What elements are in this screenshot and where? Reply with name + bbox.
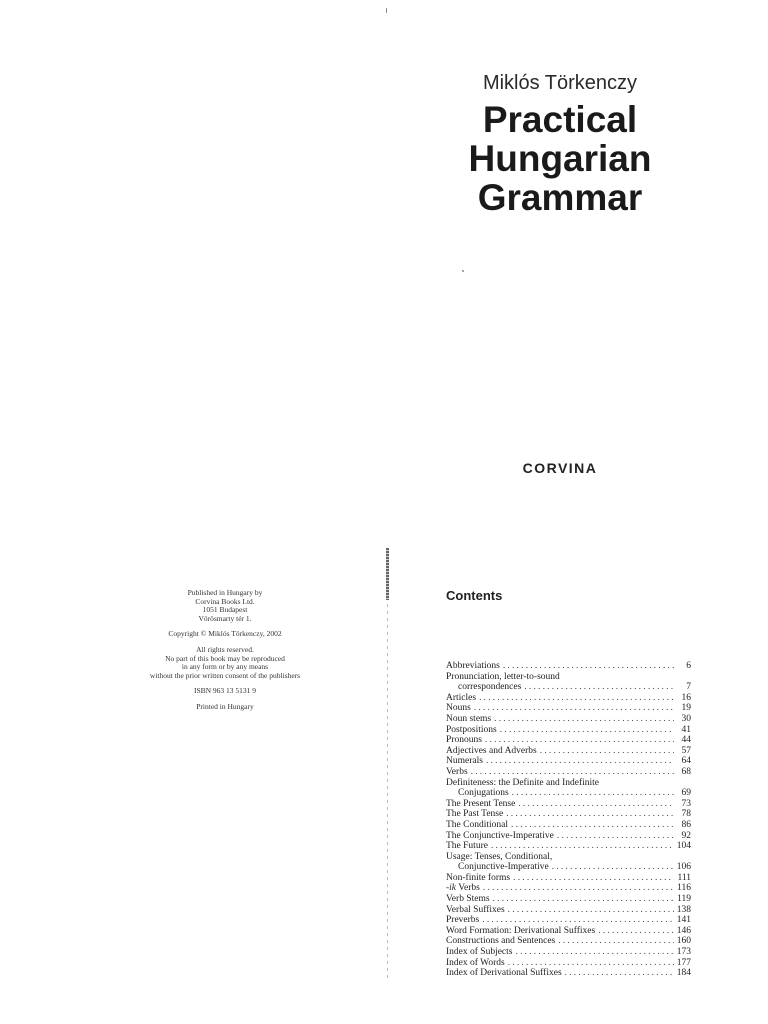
toc-entry-title: Noun stems — [446, 713, 492, 724]
table-of-contents — [446, 661, 691, 979]
toc-leader-dots — [524, 682, 674, 693]
imprint-line: Corvina Books Ltd. — [195, 596, 255, 606]
toc-entry — [446, 735, 691, 746]
toc-entry — [446, 831, 691, 842]
toc-leader-dots — [508, 905, 674, 916]
toc-entry-page: 30 — [681, 713, 691, 724]
imprint-line: 1051 Budapest — [202, 605, 248, 615]
toc-leader-dots — [512, 788, 674, 799]
imprint-line: without the prior written consent of the publishers — [149, 670, 301, 680]
imprint-line: All rights reserved. — [196, 644, 254, 654]
toc-entry-page: 119 — [677, 894, 691, 905]
toc-entry — [446, 809, 691, 820]
toc-entry — [446, 788, 691, 799]
toc-entry-title: Constructions and Sentences — [446, 936, 556, 947]
toc-leader-dots — [506, 809, 674, 820]
toc-entry — [446, 756, 691, 767]
toc-entry-title: The Past Tense — [446, 809, 504, 820]
toc-entry-title: Conjugations — [458, 788, 509, 799]
toc-entry — [446, 778, 691, 789]
scan-speck — [462, 270, 464, 272]
copyright-notice — [120, 630, 330, 639]
toc-entry-page: 116 — [677, 883, 691, 894]
toc-leader-dots — [483, 883, 674, 894]
toc-entry-title: Articles — [446, 692, 477, 703]
toc-entry-title: Verbs — [446, 766, 468, 777]
toc-entry-title: Verb Stems — [446, 894, 490, 905]
toc-entry — [446, 958, 691, 969]
page-fold — [387, 548, 388, 978]
book-title — [440, 100, 680, 217]
toc-entry-page: 69 — [681, 788, 691, 799]
toc-entry-title: Preverbs — [446, 915, 480, 926]
toc-entry — [446, 968, 691, 979]
toc-entry — [446, 862, 691, 873]
contents-heading: Contents — [446, 588, 503, 603]
toc-entry-page: 160 — [676, 936, 691, 947]
toc-leader-dots — [482, 915, 674, 926]
toc-entry — [446, 873, 691, 884]
toc-entry-page: 68 — [681, 766, 691, 777]
rights-notice — [120, 646, 330, 680]
toc-entry-title: Verbal Suffixes — [446, 904, 505, 915]
imprint-line: No part of this book may be reproduced — [165, 653, 285, 663]
toc-entry-title: Conjunctive-Imperative — [458, 862, 549, 873]
toc-entry-title: The Conjunctive-Imperative — [446, 830, 554, 841]
toc-leader-dots — [511, 820, 674, 831]
toc-entry-title: Definiteness: the Definite and Indefinite — [446, 777, 600, 788]
toc-leader-dots — [516, 947, 674, 958]
toc-leader-dots — [540, 746, 674, 757]
toc-leader-dots — [486, 756, 674, 767]
toc-entry-title: The Conditional — [446, 819, 509, 830]
imprint-line: Vörösmarty tér 1. — [198, 613, 252, 623]
toc-entry — [446, 672, 691, 683]
toc-entry — [446, 894, 691, 905]
imprint-line: Published in Hungary by — [187, 588, 263, 597]
toc-entry — [446, 883, 691, 894]
toc-entry — [446, 767, 691, 778]
page-fold-shadow — [386, 548, 389, 600]
toc-entry-page: 104 — [676, 841, 691, 852]
book-title-line: Grammar — [477, 177, 643, 218]
toc-leader-dots — [471, 767, 674, 778]
toc-leader-dots — [479, 693, 674, 704]
toc-entry-page: 111 — [677, 872, 691, 883]
toc-leader-dots — [518, 799, 674, 810]
toc-entry-page: 146 — [676, 925, 691, 936]
toc-entry-page: 92 — [681, 830, 691, 841]
toc-entry-page: 184 — [676, 968, 691, 979]
toc-entry — [446, 693, 691, 704]
toc-entry-page: 6 — [686, 661, 691, 671]
toc-entry — [446, 746, 691, 757]
toc-entry-page: 177 — [676, 957, 691, 968]
toc-leader-dots — [598, 926, 674, 937]
toc-leader-dots — [503, 661, 674, 672]
toc-entry — [446, 926, 691, 937]
toc-entry-title: Abbreviations — [446, 661, 500, 671]
imprint-line: in any form or by any means — [181, 662, 269, 672]
toc-entry — [446, 682, 691, 693]
toc-leader-dots — [485, 735, 674, 746]
toc-entry-title: Postpositions — [446, 724, 497, 735]
imprint-line: ISBN 963 13 5131 9 — [193, 686, 257, 696]
toc-entry-page: 44 — [681, 735, 691, 746]
toc-entry-title: Pronunciation, letter-to-sound — [446, 671, 560, 682]
toc-leader-dots — [552, 862, 674, 873]
toc-entry-page: 19 — [681, 703, 691, 714]
toc-entry-title: Non-finite forms — [446, 872, 511, 883]
printed-in — [120, 703, 330, 712]
toc-entry — [446, 947, 691, 958]
toc-entry — [446, 661, 691, 672]
toc-entry — [446, 852, 691, 863]
toc-entry-page: 16 — [681, 692, 691, 703]
toc-entry — [446, 799, 691, 810]
toc-entry-title: The Present Tense — [446, 798, 516, 809]
toc-leader-dots — [565, 968, 674, 979]
toc-leader-dots — [474, 703, 674, 714]
toc-leader-dots — [494, 714, 674, 725]
toc-leader-dots — [557, 831, 674, 842]
toc-leader-dots — [513, 873, 674, 884]
toc-leader-dots — [508, 958, 674, 969]
toc-entry-title: Pronouns — [446, 735, 482, 746]
toc-entry-page: 86 — [681, 819, 691, 830]
toc-entry — [446, 703, 691, 714]
toc-entry-title: correspondences — [458, 682, 522, 693]
imprint-line: Copyright © Miklós Törkenczy, 2002 — [168, 629, 282, 639]
toc-entry-page: 7 — [686, 682, 691, 693]
toc-entry-page: 141 — [676, 915, 691, 926]
toc-entry-title: Index of Subjects — [446, 947, 513, 958]
book-title-line: Hungarian — [468, 138, 652, 179]
publisher-address — [120, 589, 330, 623]
toc-entry — [446, 820, 691, 831]
toc-entry-page: 173 — [676, 947, 691, 958]
imprint-block — [120, 589, 330, 719]
scan-speck — [386, 8, 387, 13]
toc-entry-page: 41 — [681, 724, 691, 735]
toc-entry — [446, 725, 691, 736]
publisher-name: CORVINA — [522, 460, 598, 476]
toc-leader-dots — [491, 841, 674, 852]
toc-entry-title: Nouns — [446, 703, 471, 714]
toc-entry-page: 138 — [676, 904, 691, 915]
toc-entry — [446, 936, 691, 947]
toc-entry — [446, 905, 691, 916]
toc-entry-page: 73 — [681, 798, 691, 809]
toc-leader-dots — [493, 894, 674, 905]
toc-entry-title: Usage: Tenses, Conditional, — [446, 851, 553, 862]
isbn — [120, 687, 330, 696]
toc-entry-title: -ik Verbs — [446, 883, 480, 894]
toc-entry-title: The Future — [446, 841, 488, 852]
imprint-line: Printed in Hungary — [196, 701, 254, 711]
book-title-line: Practical — [482, 99, 638, 140]
toc-entry-title: Adjectives and Adverbs — [446, 745, 537, 756]
toc-leader-dots — [558, 936, 674, 947]
author-name: Miklós Törkenczy — [482, 72, 638, 94]
toc-leader-dots — [500, 725, 674, 736]
toc-entry-page: 78 — [681, 809, 691, 820]
toc-entry — [446, 915, 691, 926]
toc-entry-title: Numerals — [446, 756, 483, 767]
toc-entry-page: 64 — [681, 756, 691, 767]
toc-entry-title: Index of Derivational Suffixes — [446, 968, 562, 979]
toc-entry-page: 57 — [681, 745, 691, 756]
toc-entry — [446, 714, 691, 725]
toc-entry-page: 106 — [676, 862, 691, 873]
toc-entry — [446, 841, 691, 852]
toc-entry-title: Index of Words — [446, 957, 505, 968]
toc-entry-title: Word Formation: Derivational Suffixes — [446, 925, 596, 936]
